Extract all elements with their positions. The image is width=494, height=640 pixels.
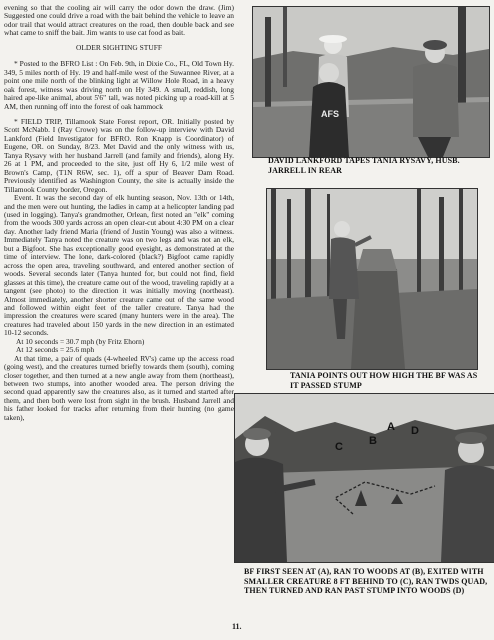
page-number: 11. [232, 622, 242, 631]
mark-b-label: B [369, 435, 377, 447]
photo-2-caption: TANIA POINTS OUT HOW HIGH THE BF WAS AS IT PASSED STUMP [290, 371, 478, 390]
mark-a-label: A [387, 421, 395, 433]
article-column [4, 4, 234, 422]
field-trip-paragraph: * FIELD TRIP, Tillamook State Forest report, OR. Initially posted by Scott McNabb. I (Ray Crowe) was on the follow-up interview with David Lankford (Field Investigator for BFRO. Ron Knapp is Coordinator) of Eugene, OR. on Sunday, 8/23. Met David and the only witness with us, Tanya Rysavy with her husband Jarrell (and family and friends), along Hy. 26 at 1 PM, and proceeded to the site, just off Hy 6, 1/2 mile west of Brown's Camp, (T1N R6W, sec. 1), off a spur of Beaver Dam Road. Previously identified as Washington County, the site is actually inside the Tillamook County border, Oregon. [4, 116, 234, 194]
photo-stump [266, 188, 478, 370]
speed-line-10s: At 10 seconds = 30.7 mph (by Fritz Ehorn) [16, 336, 145, 346]
photo-interview [252, 6, 490, 158]
photo-1-caption: DAVID LANKFORD TAPES TANIA RYSAVY, HUSB. JARRELL IN REAR [268, 156, 460, 175]
svg-text:AFS: AFS [321, 109, 339, 119]
photo-3-caption: BF FIRST SEEN AT (A), RAN TO WOODS AT (B), EXITED WITH SMALLER CREATURE 8 FT BEHIND TO (C), RAN TWDS QUAD, THEN TURNED AND RAN PAST STUMP INTO WOODS (D) [244, 567, 488, 595]
event-paragraph: Event. It was the second day of elk hunting season, Nov. 13th or 14th, and the men were out hunting, the ladies in camp at a helicopter landing pad (used in logging). Tanya's grandmother, Orlean, first noted an "elk" coming from the woods 300 yards across an open clear-cut about 4:30 PM on a clear day. Another lady friend Maria (friend of Justin Young) was also a witness. Immediately Tanya noted the creature was on two legs and was not an elk, but a Bigfoot. She has exceptionally good eyesight, as demonstrated at the time of interview. The lone, dark-colored (black?) Bigfoot came rapidly across the open area, traveling southward, and entered another section of woods. Several seconds later (Tanya hunted for, but could not find, field glasses at this time), the creature came out of the wood, traveling rapidly at a tangent (see photo) to the direction it was initially moving (northeast). Almost immediately, another shorter creature came out of the same wood and followed within eight feet of the taller creature. Tanya had the impression the creatures were scared (many hunters were in the area). The creatures had traveled about 150 yards in the new direction in an estimated 10-12 seconds. [4, 193, 234, 338]
mark-d-label: D [411, 425, 419, 437]
quads-paragraph: At that time, a pair of quads (4-wheeled RV's) came up the access road (going west), and the creatures turned briefly towards them (south), coming closer together, and then turned at a new angle away from them (northeast), between two stumps, into another wooded area. The person driving the second quad apparently saw the creatures also, as it turned and started after them, and then both were lost from sight in the brush. Husband Jarrell and his father looked for tracks after returning from their hunting (no game taken), [4, 353, 234, 422]
photo-site-overview [234, 393, 494, 563]
intro-paragraph: evening so that the cooling air will carry the odor down the draw. (Jim) Suggested one could drive a road with the bait behind the vehicle to leave an odor trail that would attract creatures on the road, then double back and see what came to sniff the bait. Jim wants to use cat food as bait. [4, 3, 234, 38]
bfro-report-paragraph: * Posted to the BFRO List : On Feb. 9th, in Dixie Co., FL, Old Town Hy. 349, 5 miles north of Hy. 19 and half-mile west of the Suwannee River, at a point one mile north of the blinking light at Willow Hole Road, in a heavy oak forest, witness was driving north on Hy 349. A small, reddish, long haired ape-like animal, about 5'6" tall, was noted picking up a road-kill at 5 AM, then running off into the forest of oak hammock [4, 59, 234, 111]
speed-line-12s: At 12 seconds = 25.6 mph [16, 345, 95, 355]
mark-c-label: C [335, 441, 343, 453]
section-heading: OLDER SIGHTING STUFF [76, 42, 162, 52]
